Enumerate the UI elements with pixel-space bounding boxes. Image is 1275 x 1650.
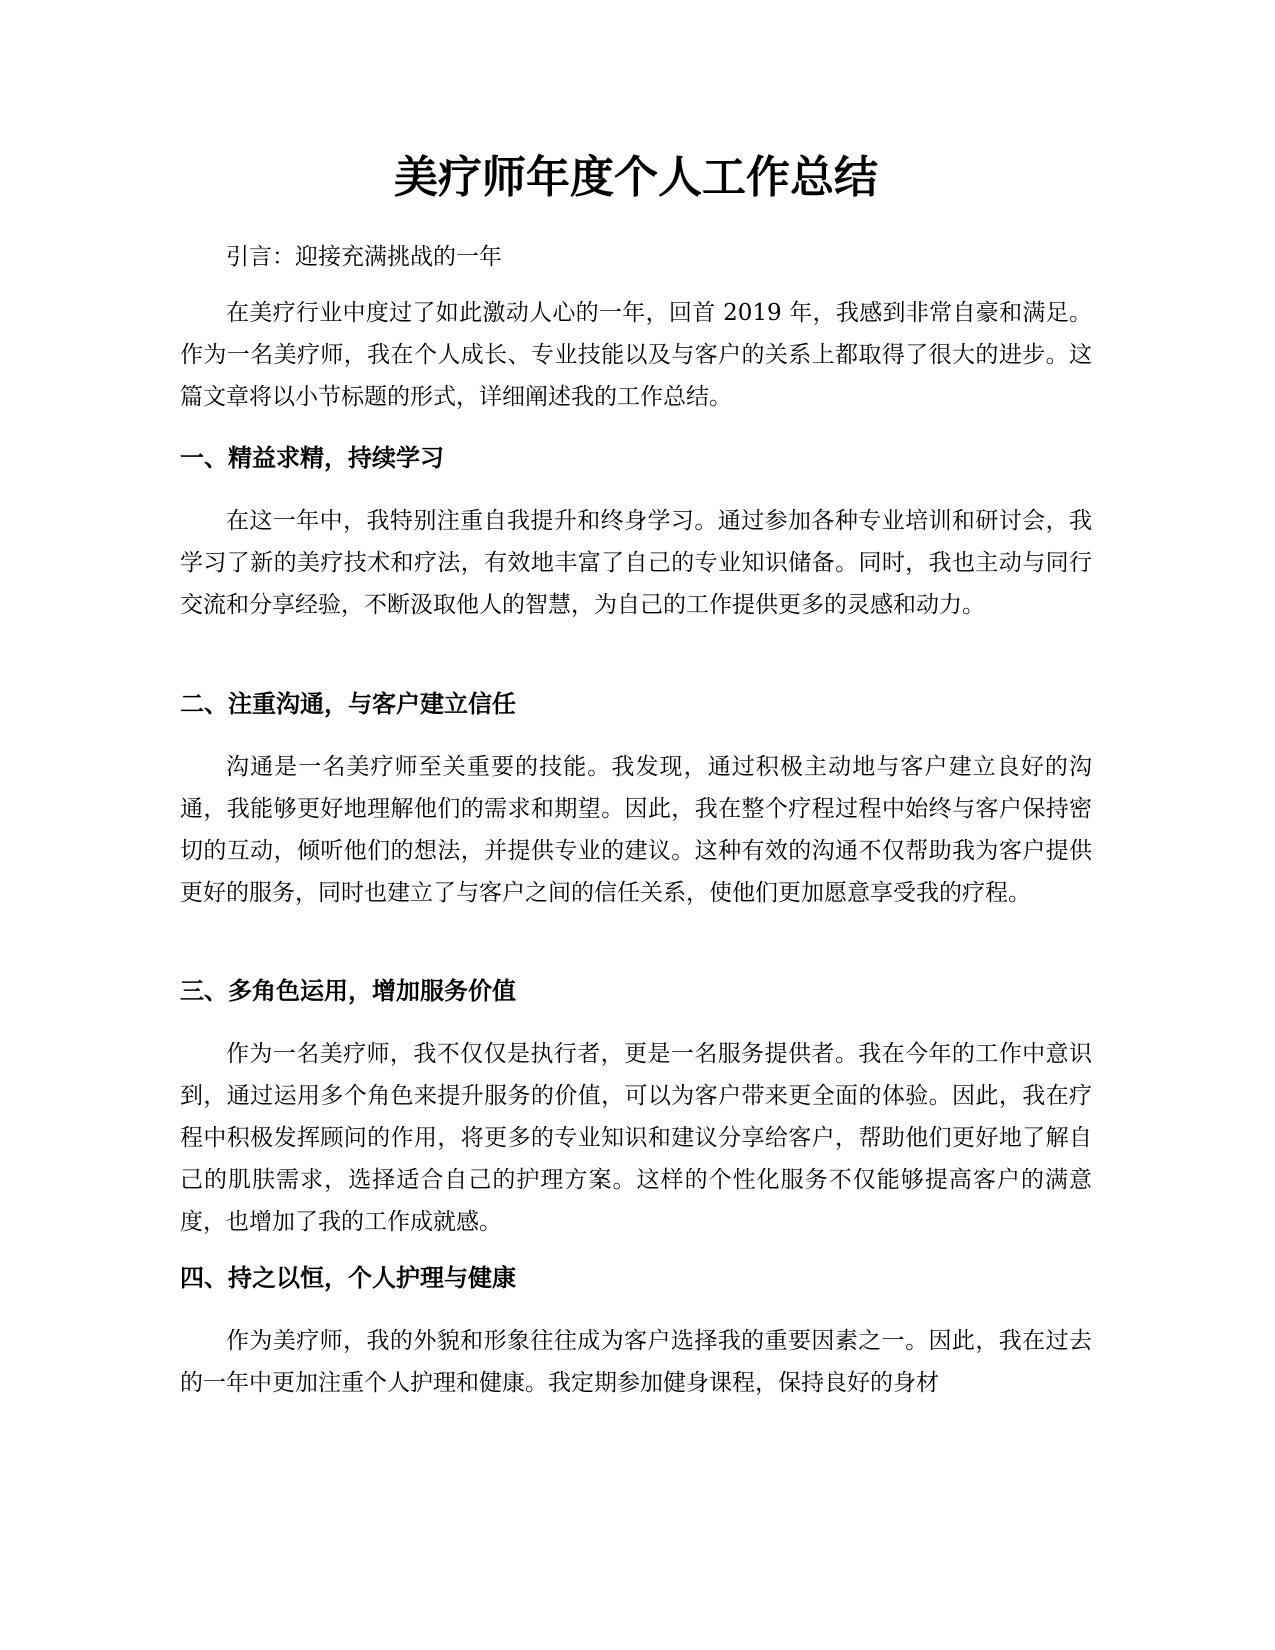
section-body-2: 沟通是一名美疗师至关重要的技能。我发现，通过积极主动地与客户建立良好的沟通，我能够更好地理解他们的需求和期望。因此，我在整个疗程过程中始终与客户保持密切的互动，倾听他们的想法，并提供专业的建议。这种有效的沟通不仅帮助我为客户提供更好的服务，同时也建立了与客户之间的信任关系，使他们更加愿意享受我的疗程。 xyxy=(180,754,1092,906)
intro-label: 引言：迎接充满挑战的一年 xyxy=(226,244,502,270)
section-body-4: 作为美疗师，我的外貌和形象往往成为客户选择我的重要因素之一。因此，我在过去的一年中更加注重个人护理和健康。我定期参加健身课程，保持良好的身材 xyxy=(180,1328,1092,1396)
intro-paragraph: 在美疗行业中度过了如此激动人心的一年，回首 2019 年，我感到非常自豪和满足。作为一名美疗师，我在个人成长、专业技能以及与客户的关系上都取得了很大的进步。这篇文章将以小节标题的形式，详细阐述我的工作总结。 xyxy=(180,300,1092,410)
document-page xyxy=(180,0,1092,1650)
section-heading-2: 二、注重沟通，与客户建立信任 xyxy=(180,690,516,718)
section-body-3: 作为一名美疗师，我不仅仅是执行者，更是一名服务提供者。我在今年的工作中意识到，通过运用多个角色来提升服务的价值，可以为客户带来更全面的体验。因此，我在疗程中积极发挥顾问的作用，将更多的专业知识和建议分享给客户，帮助他们更好地了解自己的肌肤需求，选择适合自己的护理方案。这样的个性化服务不仅能够提高客户的满意度，也增加了我的工作成就感。 xyxy=(180,1041,1092,1235)
section-body-1: 在这一年中，我特别注重自我提升和终身学习。通过参加各种专业培训和研讨会，我学习了新的美疗技术和疗法，有效地丰富了自己的专业知识储备。同时，我也主动与同行交流和分享经验，不断汲取他人的智慧，为自己的工作提供更多的灵感和动力。 xyxy=(180,508,1092,618)
section-heading-4: 四、持之以恒，个人护理与健康 xyxy=(180,1264,516,1292)
section-heading-3: 三、多角色运用，增加服务价值 xyxy=(180,977,516,1005)
section-heading-1: 一、精益求精，持续学习 xyxy=(180,444,444,472)
document-title: 美疗师年度个人工作总结 xyxy=(394,152,878,203)
